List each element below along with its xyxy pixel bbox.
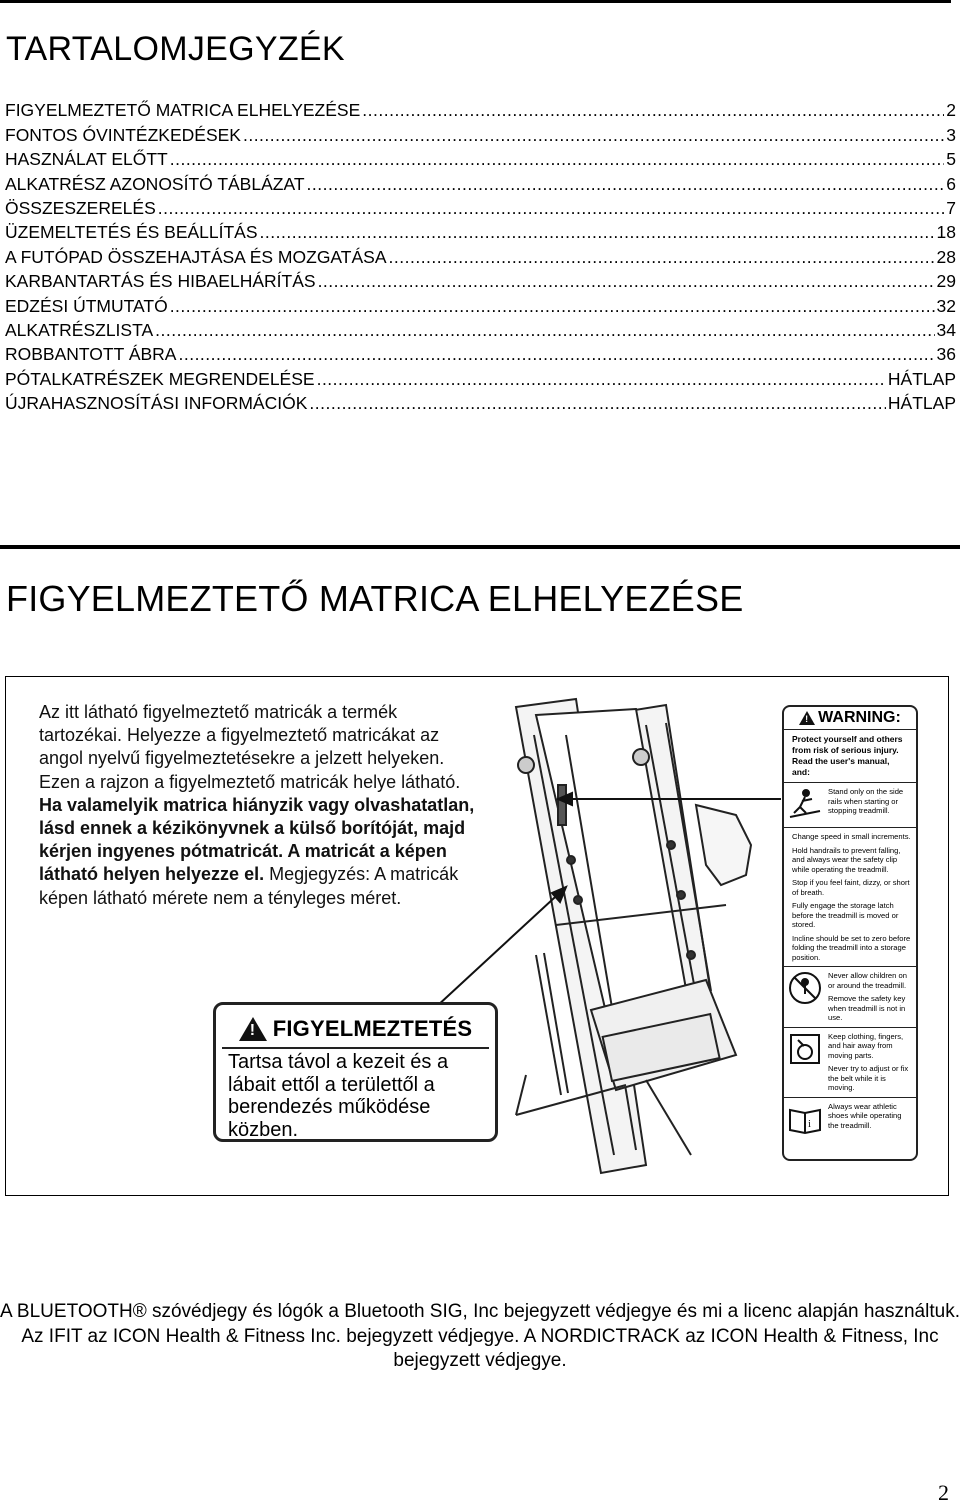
toc-entry[interactable] [5, 196, 956, 220]
label-group [784, 971, 916, 1028]
toc-entry[interactable] [5, 342, 956, 366]
table-of-contents [5, 98, 956, 415]
toc-leader-dots [170, 294, 935, 318]
toc-entry-label: FIGYELMEZTETŐ MATRICA ELHELYEZÉSE [5, 100, 361, 121]
warning-triangle-icon: ! [239, 1017, 267, 1041]
label-line: lábait ettől a területtől a [228, 1073, 435, 1096]
section-rule [0, 545, 960, 549]
label-item: Hold handrails to prevent falling, and always wear the safety clip while operating the treadmill. [792, 845, 901, 874]
toc-entry-page: 34 [936, 319, 956, 340]
toc-entry-label: PÓTALKATRÉSZEK MEGRENDELÉSE [5, 368, 315, 389]
label-item [784, 971, 916, 990]
person-falling-icon [788, 787, 822, 821]
toc-entry-page: 3 [946, 124, 956, 145]
read-manual-icon [788, 1102, 822, 1136]
toc-entry[interactable] [5, 293, 956, 317]
toc-entry-label: ALKATRÉSZ AZONOSÍTÓ TÁBLÁZAT [5, 173, 305, 194]
toc-entry-label: ÚJRAHASZNOSÍTÁSI INFORMÁCIÓK [5, 393, 308, 414]
toc-leader-dots [318, 269, 935, 293]
toc-title: TARTALOMJEGYZÉK [6, 30, 345, 68]
hungarian-warning-label [213, 1002, 498, 1142]
instructions-bold-text: Ha valamelyik matrica hiányzik vagy olvashatatlan, lásd ennek a kézikönyvnek a külső borítóját, majd kérjen ingyenes pótmatricát. A matricát a képen látható helyen helyezze el. [39, 794, 475, 885]
warning-label-figure [5, 676, 949, 1196]
toc-entry-page: 29 [936, 271, 956, 292]
toc-entry-label: EDZÉSI ÚTMUTATÓ [5, 295, 168, 316]
toc-entry-page: 6 [946, 173, 956, 194]
label-item [784, 994, 916, 1023]
label-item [784, 787, 916, 823]
trademark-footnote: A BLUETOOTH® szóvédjegy és lógók a Bluetooth SIG, Inc bejegyzett védjegye és mi a licenc alapján használtuk. Az IFIT az ICON Health & Fitness Inc. bejegyzett védjegye. A NORDICTRACK az ICON Health & Fitness, Inc bejegyzett védjegye. [0, 1301, 960, 1371]
label-heading: FIGYELMEZTETÉS [272, 1016, 473, 1041]
label-line: közben. [228, 1118, 299, 1141]
toc-entry-label: A FUTÓPAD ÖSSZEHAJTÁSA ÉS MOZGATÁSA [5, 246, 387, 267]
toc-entry-label: HASZNÁLAT ELŐTT [5, 149, 168, 170]
toc-leader-dots [307, 172, 945, 196]
toc-leader-dots [317, 367, 886, 391]
toc-entry[interactable] [5, 269, 956, 293]
toc-entry-page: 28 [936, 246, 956, 267]
toc-entry-page: 7 [946, 197, 956, 218]
entanglement-icon [788, 1032, 822, 1066]
label-item-text: Remove the safety key when treadmill is not in use. [828, 994, 906, 1022]
toc-entry-page: 36 [936, 344, 956, 365]
toc-leader-dots [155, 318, 934, 342]
label-line: berendezés működése [228, 1096, 431, 1118]
figure-instructions [39, 701, 479, 910]
toc-entry-label: ÜZEMELTETÉS ÉS BEÁLLÍTÁS [5, 222, 258, 243]
toc-entry-label: ALKATRÉSZLISTA [5, 319, 154, 340]
toc-entry-label: ROBBANTOTT ÁBRA [5, 344, 177, 365]
toc-leader-dots [309, 391, 886, 415]
english-warning-label [782, 705, 918, 1161]
label-item-text: Never try to adjust or fix the belt while it is moving. [828, 1064, 909, 1092]
label-group [784, 1032, 916, 1098]
section-title: FIGYELMEZTETŐ MATRICA ELHELYEZÉSE [6, 578, 744, 619]
toc-leader-dots [389, 245, 935, 269]
toc-leader-dots [362, 98, 944, 122]
label-item-text: Keep clothing, fingers, and hair away from moving parts. [828, 1031, 904, 1060]
label-body [228, 1051, 448, 1141]
label-header [222, 1011, 489, 1049]
toc-entry[interactable] [5, 366, 956, 390]
label-item [784, 1032, 916, 1061]
page-number: 2 [938, 1480, 949, 1505]
toc-entry-label: KARBANTARTÁS ÉS HIBAELHÁRÍTÁS [5, 271, 316, 292]
toc-leader-dots [243, 123, 944, 147]
toc-leader-dots [170, 147, 945, 171]
label-item-text: Stand only on the side rails when starting or stopping treadmill. [828, 787, 904, 815]
label-item-text: Never allow children on or around the treadmill. [828, 971, 907, 990]
toc-entry-page: HÁTLAP [887, 393, 956, 414]
label-item: Fully engage the storage latch before the treadmill is moved or stored. [792, 901, 899, 929]
toc-entry-page: 32 [936, 295, 956, 316]
label-item-text: Always wear athletic shoes while operating the treadmill. [828, 1101, 902, 1130]
toc-entry[interactable] [5, 171, 956, 195]
label-line: Tartsa távol a kezeit és a [228, 1051, 449, 1073]
label-item: Change speed in small increments. [792, 832, 911, 841]
toc-entry[interactable] [5, 122, 956, 146]
toc-entry[interactable] [5, 318, 956, 342]
instructions-note: Megjegyzés: A matricák képen látható mérete nem a tényleges méret. [39, 864, 459, 908]
toc-leader-dots [178, 342, 934, 366]
toc-entry[interactable] [5, 391, 956, 415]
instructions-text: Az itt látható figyelmeztető matricák a termék tartozékai. Helyezze a figyelmeztető matricákat az angol nyelvű figyelmeztetésekre a jelzett helyeken. Ezen a rajzon a figyelmeztető matricák helye látható. [39, 702, 461, 792]
label-item: Incline should be set to zero before folding the treadmill into a storage position. [792, 933, 911, 962]
warning-triangle-icon: ! [799, 711, 815, 725]
toc-entry[interactable] [5, 220, 956, 244]
toc-entry-page: 2 [946, 100, 956, 121]
label-heading: WARNING: [818, 709, 901, 726]
label-item: Stop if you feel faint, dizzy, or short of breath. [792, 878, 910, 897]
label-group [784, 787, 916, 828]
label-intro: Protect yourself and others from risk of serious injury. Read the user's manual, and: [784, 730, 916, 783]
toc-entry[interactable] [5, 147, 956, 171]
toc-entry-page: 5 [946, 149, 956, 170]
toc-entry[interactable] [5, 98, 956, 122]
toc-entry-label: FONTOS ÓVINTÉZKEDÉSEK [5, 124, 241, 145]
label-group [784, 832, 916, 967]
label-item [784, 1064, 916, 1093]
toc-entry[interactable] [5, 244, 956, 268]
label-item [784, 1102, 916, 1131]
treadmill-illustration [496, 695, 776, 1175]
toc-leader-dots [158, 196, 945, 220]
toc-leader-dots [260, 220, 935, 244]
toc-entry-page: 18 [936, 222, 956, 243]
svg-text:i: i [808, 1117, 812, 1130]
top-rule [0, 0, 951, 3]
toc-entry-label: ÖSSZESZERELÉS [5, 197, 156, 218]
label-header [784, 707, 916, 730]
toc-entry-page: HÁTLAP [887, 368, 956, 389]
